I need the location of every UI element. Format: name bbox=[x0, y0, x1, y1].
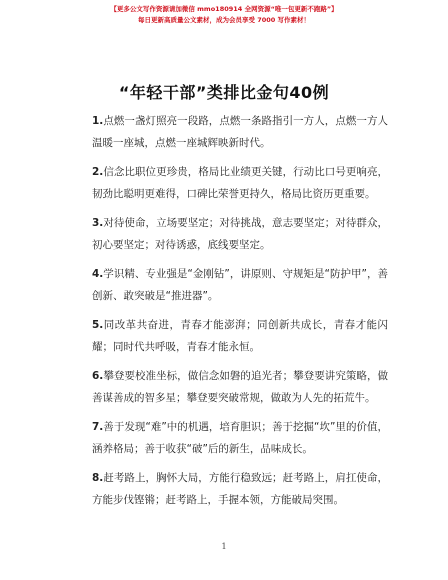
list-item bbox=[92, 467, 388, 511]
promo-banner bbox=[0, 4, 448, 26]
list-item bbox=[92, 314, 388, 358]
item-number: 6. bbox=[92, 370, 104, 382]
item-text: 信念比职位更珍贵，格局比业绩更关键，行动比口号更响亮，韧劲比聪明更难得，口碑比荣誉更持久，格局比资历更重要。 bbox=[92, 166, 388, 200]
item-text: 对待使命，立场要坚定；对待挑战，意志要坚定；对待群众，初心要坚定；对待诱惑，底线要坚定。 bbox=[92, 217, 388, 251]
item-number: 5. bbox=[92, 319, 104, 331]
list-item bbox=[92, 212, 388, 256]
banner-line-1: 【更多公文写作资源请加微信 mmo180914 全网资源“唯一包更新不跑路”】 bbox=[110, 5, 338, 13]
list-item bbox=[92, 416, 388, 460]
page-title: “年轻干部”类排比金句40例 bbox=[118, 83, 330, 102]
item-number: 7. bbox=[92, 421, 104, 433]
list-item bbox=[92, 161, 388, 205]
banner-line-2: 每日更新高质量公文素材，成为会员享受 7000 写作素材！ bbox=[137, 16, 311, 24]
list-item bbox=[92, 110, 388, 154]
item-number: 2. bbox=[92, 166, 104, 178]
item-text: 善于发现“难”中的机遇，培育胆识；善于挖掘“坎”里的价值，涵养格局；善于收获“破”后的新生，品味成长。 bbox=[92, 421, 388, 455]
item-text: 赶考路上，胸怀大局，方能行稳致远；赶考路上，肩扛使命，方能步伐铿锵；赶考路上，手握本领，方能破局突围。 bbox=[92, 472, 388, 506]
item-text: 攀登要校准坐标，做信念如磐的追光者；攀登要讲究策略，做善谋善成的智多星；攀登要突破常规，做敢为人先的拓荒牛。 bbox=[92, 370, 388, 404]
list-item bbox=[92, 365, 388, 409]
item-text: 学识精、专业强是“金刚钻”，讲原则、守规矩是“防护甲”，善创新、敢突破是“推进器”。 bbox=[92, 268, 388, 302]
item-number: 4. bbox=[92, 268, 104, 280]
page-number: 1 bbox=[221, 542, 227, 551]
list-item bbox=[92, 263, 388, 307]
item-text: 点燃一盏灯照亮一段路，点燃一条路指引一方人，点燃一方人温暖一座城，点燃一座城辉映新时代。 bbox=[92, 115, 388, 149]
item-number: 8. bbox=[92, 472, 104, 484]
item-text: 同改革共奋进，青春才能澎湃；同创新共成长，青春才能闪耀；同时代共呼吸，青春才能永恒。 bbox=[92, 319, 388, 353]
item-number: 1. bbox=[92, 115, 104, 127]
item-number: 3. bbox=[92, 217, 104, 229]
item-list bbox=[92, 110, 388, 518]
